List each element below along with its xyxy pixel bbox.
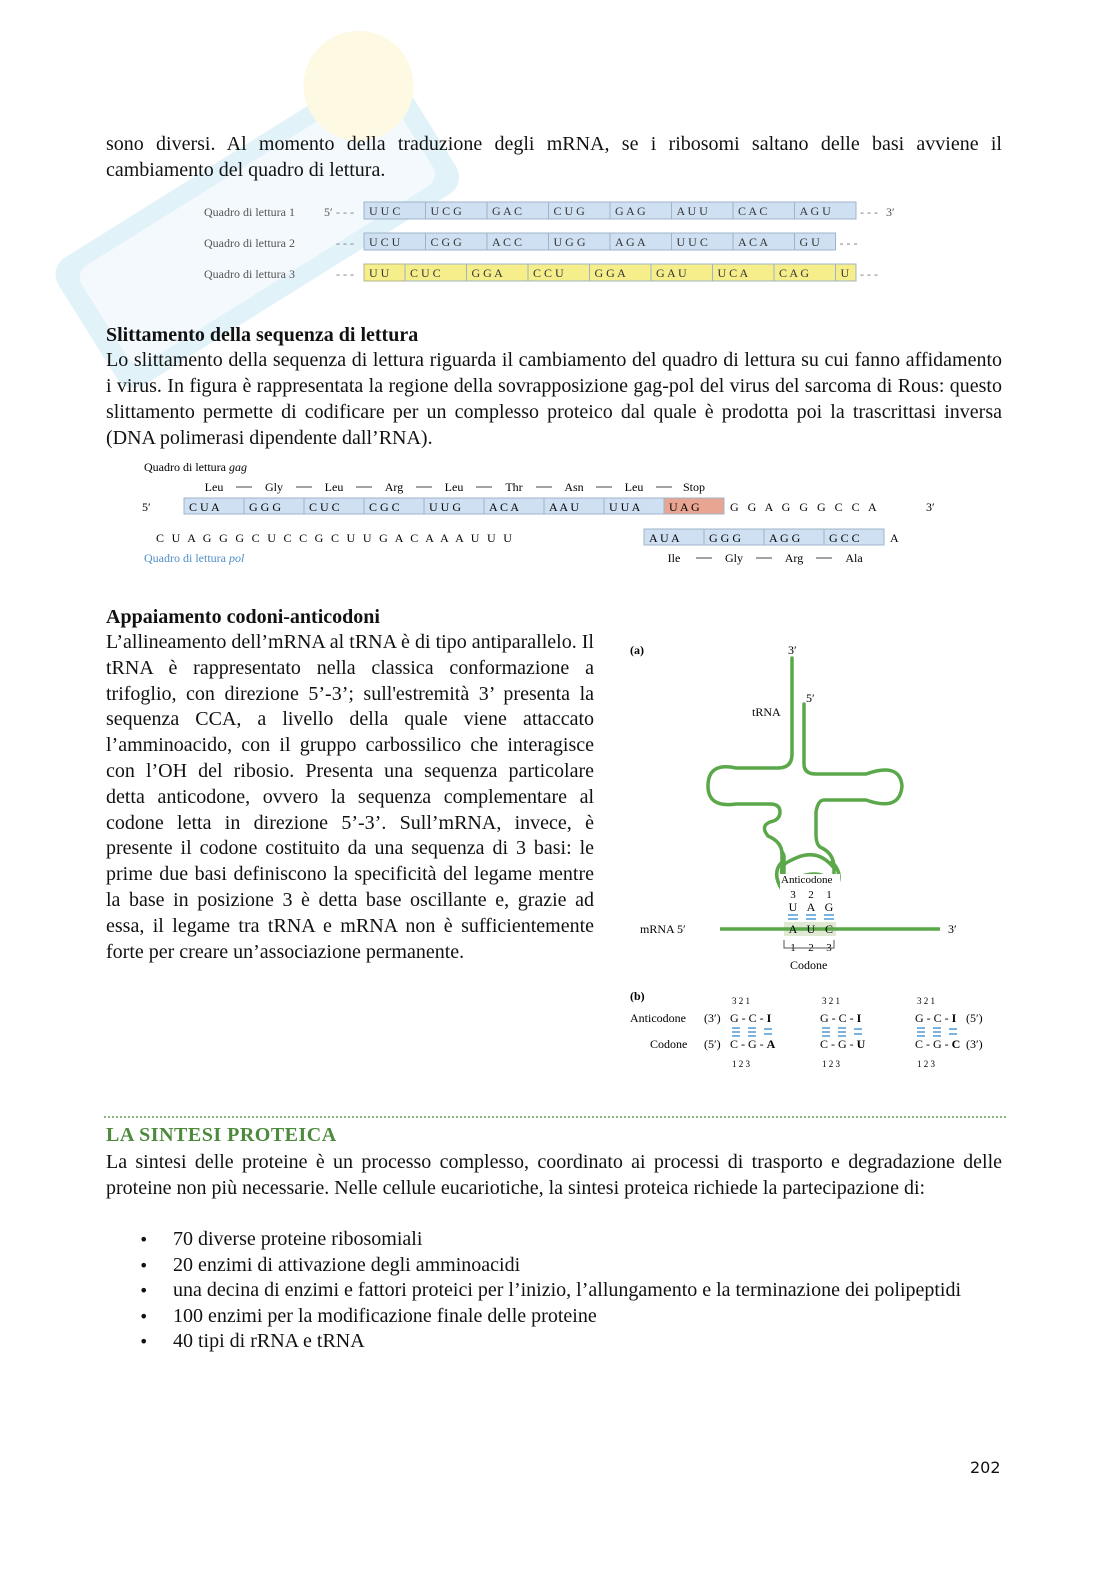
- pairing-bottom-positions: 1 2 3: [917, 1059, 935, 1069]
- codon-position: 2: [808, 942, 814, 954]
- pol-leading-sequence: C U A G G G C U C C G C U U G A C A A A U U U: [156, 531, 515, 545]
- pairing-anticodon: G - C - I: [730, 1011, 772, 1025]
- codon-text: C G C: [369, 500, 400, 514]
- codon-text: A C A: [738, 235, 769, 249]
- pairing-bottom-positions: 1 2 3: [732, 1059, 750, 1069]
- trna-figure: [620, 636, 1000, 1076]
- frameshift-paragraph: Lo slittamento della sequenza di lettura riguarda il cambiamento del quadro di lettura su cui fanno affidamento i virus. In figura è rappresentata la regione della sovrapposizione gag-pol del virus del sarcoma di Rous: questo slittamento permette di codificare per un complesso proteico dal quale è prodotta poi la trascrittasi inversa (DNA polimerasi dipendente dall’RNA).: [106, 349, 1002, 449]
- list-item: • 40 tipi di rRNA e tRNA: [106, 1329, 1002, 1355]
- codon-text: A C A: [489, 500, 520, 514]
- codon-text: U A G: [669, 500, 700, 514]
- codon-position: 1: [790, 942, 796, 954]
- codon-text: C G G: [430, 235, 462, 249]
- list-item: • 70 diverse proteine ribosomiali: [106, 1227, 1002, 1253]
- pairing-dir-anticodon-right: (5′): [966, 1011, 983, 1025]
- dash-trailer: - - -: [860, 205, 878, 219]
- anticodon-base: A: [806, 900, 816, 914]
- codon-text: G A G: [615, 204, 646, 218]
- pol-aminoacid: Ile: [667, 551, 681, 565]
- dash-leader: - - -: [336, 205, 354, 219]
- pairing-top-positions: 3 2 1: [732, 996, 750, 1006]
- codon-text: C U C: [309, 500, 340, 514]
- gag-aminoacid: Thr: [505, 480, 523, 494]
- mrna-5prime-label: mRNA 5′: [640, 922, 686, 936]
- codon-text: G U: [799, 235, 820, 249]
- list-item: • una decina di enzimi e fattori proteici per l’inizio, l’allungamento e la terminazione dei polipeptidi: [106, 1278, 1002, 1304]
- section-title: LA SINTESI PROTEICA: [106, 1124, 337, 1146]
- codon-label: Codone: [790, 958, 828, 972]
- dash-leader: - - -: [336, 267, 354, 281]
- pol-aminoacid: Arg: [784, 551, 804, 565]
- codon-text: C A G: [779, 266, 810, 280]
- codon-text: A A U: [549, 500, 580, 514]
- codon-text: A G U: [799, 204, 831, 218]
- pol-aminoacid: Gly: [725, 551, 743, 565]
- pol-aminoacid: Ala: [845, 551, 863, 565]
- panel-a-label: (a): [630, 643, 644, 657]
- codon-text: U U C: [369, 204, 401, 218]
- codon-text: C C U: [533, 266, 564, 280]
- list-item: • 20 enzimi di attivazione degli amminoacidi: [106, 1253, 1002, 1279]
- codon-text: U U C: [676, 235, 708, 249]
- anticodon-label: Anticodone: [781, 874, 833, 886]
- pairing-codon: C - G - C: [915, 1037, 961, 1051]
- pairing-top-positions: 3 2 1: [917, 996, 935, 1006]
- reading-frame-label: Quadro di lettura 1: [204, 205, 295, 219]
- codon-text: C U A: [189, 500, 220, 514]
- intro-paragraph: sono diversi. Al momento della traduzione degli mRNA, se i ribosomi saltano delle basi avviene il cambiamento del quadro di lettura.: [106, 133, 1002, 181]
- codon-text: U C U: [369, 235, 401, 249]
- pairing-dir-codon-right: (3′): [966, 1037, 983, 1051]
- frame-5prime-label: 5′: [324, 205, 333, 219]
- pairing-top-positions: 3 2 1: [822, 996, 840, 1006]
- pairing-anticodon: G - C - I: [820, 1011, 862, 1025]
- codon-text: G A U: [656, 266, 687, 280]
- codon-base: A: [788, 922, 798, 936]
- gag-5prime-label: 5′: [142, 500, 151, 514]
- codon-text: U: [840, 266, 850, 280]
- reading-frame-label: Quadro di lettura 2: [204, 236, 295, 250]
- anticodon-position: 3: [790, 889, 796, 901]
- anticodon-base: G: [824, 900, 834, 914]
- codon-text: G C C: [829, 531, 860, 545]
- codon-text: U U G: [429, 500, 461, 514]
- panel-b-label: (b): [630, 989, 645, 1003]
- gag-aminoacid: Leu: [624, 480, 644, 494]
- dash-leader: - - -: [336, 236, 354, 250]
- pairing-dir-codon-left: (5′): [704, 1037, 721, 1051]
- anticodon-position: 1: [826, 889, 832, 901]
- gag-aminoacid: Leu: [444, 480, 464, 494]
- mrna-3prime-label: 3′: [948, 922, 957, 936]
- trna-cloverleaf-shape: [708, 658, 902, 903]
- trna-3prime-label: 3′: [788, 643, 797, 657]
- codon-text: G G A: [594, 266, 626, 280]
- gag-aminoacid: Arg: [384, 480, 404, 494]
- codon-text: U C A: [717, 266, 749, 280]
- pol-frame-label: Quadro di lettura pol: [144, 551, 245, 565]
- gag-aminoacid: Stop: [682, 480, 706, 494]
- protein-synthesis-paragraph: La sintesi delle proteine è un processo complesso, coordinato ai processi di trasporto e degradazione delle proteine non più necessarie. Nelle cellule eucariotiche, la sintesi proteica richiede la partecipazione di:: [106, 1151, 1002, 1199]
- pairing-codon-label: Codone: [650, 1037, 688, 1051]
- list-item: • 100 enzimi per la modificazione finale delle proteine: [106, 1304, 1002, 1330]
- base-pair-lines: [788, 915, 834, 919]
- pairing-anticodon: G - C - I: [915, 1011, 957, 1025]
- pol-tail: A: [890, 531, 899, 545]
- codon-text: U C G: [430, 204, 462, 218]
- reading-frame-label: Quadro di lettura 3: [204, 267, 295, 281]
- trna-5prime-label: 5′: [806, 691, 815, 705]
- gag-aminoacid: Asn: [564, 480, 584, 494]
- anticodon-base: U: [788, 900, 798, 914]
- trna-label: tRNA: [752, 705, 781, 719]
- pairing-anticodon-label: Anticodone: [630, 1011, 686, 1025]
- pairing-dir-anticodon-left: (3′): [704, 1011, 721, 1025]
- codon-position: 3: [826, 942, 832, 954]
- codon-text: A U U: [676, 204, 708, 218]
- codon-text: U G G: [553, 235, 586, 249]
- gag-frame-label: Quadro di lettura gag: [144, 460, 247, 474]
- codon-text: G G G: [709, 531, 741, 545]
- codon-text: U U A: [609, 500, 641, 514]
- codon-text: A G G: [769, 531, 801, 545]
- pairing-codon: C - G - U: [820, 1037, 866, 1051]
- frameshift-heading: Slittamento della sequenza di lettura: [106, 324, 419, 346]
- codon-base: C: [824, 922, 834, 936]
- codon-text: G G G: [249, 500, 281, 514]
- reading-frames-figure: [200, 198, 920, 290]
- codon-text: A G A: [615, 235, 646, 249]
- codon-text: G A C: [492, 204, 523, 218]
- codon-anticodon-paragraph: L’allineamento dell’mRNA al tRNA è di tipo antiparallelo. Il tRNA è rappresentato nella classica conformazione a trifoglio, con direzione 5’-3’; sull'estremità 3’ presenta la sequenza CCA, a livello della quale viene attaccato l’amminoacido, con il gruppo carbossilico che interagisce con l’OH del ribosio. Presenta una sequenza particolare detta anticodone, ovvero la sequenza complementare al codone letta in direzione 5’-3’. Sull’mRNA, invece, è presente il codone costituito da una sequenza di 3 basi: le prime due basi definiscono la specificità del legame mentre la base in posizione 3 è detta base oscillante e, grazie ad essa, il legame tra tRNA e mRNA non è sufficientemente forte per creare un’associazione permanente.: [106, 631, 594, 963]
- codon-text: C U G: [553, 204, 585, 218]
- gag-aminoacid: Leu: [324, 480, 344, 494]
- gag-pol-figure: [138, 456, 958, 574]
- anticodon-position: 2: [808, 889, 814, 901]
- gag-tail-sequence: G G A G G G C C A: [730, 500, 880, 514]
- gag-aminoacid: Leu: [204, 480, 224, 494]
- dash-trailer: - - -: [860, 267, 878, 281]
- page-number: 202: [970, 1458, 1001, 1477]
- requirements-list: [106, 1227, 1002, 1355]
- dash-trailer: - - -: [839, 236, 858, 250]
- codon-text: G G A: [471, 266, 503, 280]
- codon-text: U U: [369, 266, 390, 280]
- codon-text: C A C: [738, 204, 768, 218]
- pairing-bottom-positions: 1 2 3: [822, 1059, 840, 1069]
- codon-text: A C C: [492, 235, 523, 249]
- gag-aminoacid: Gly: [265, 480, 283, 494]
- codon-text: A U A: [649, 531, 680, 545]
- pairing-codon: C - G - A: [730, 1037, 776, 1051]
- section-divider: [104, 1116, 1006, 1118]
- codon-anticodon-heading: Appaiamento codoni-anticodoni: [106, 606, 380, 628]
- frame-3prime-label: 3′: [886, 205, 895, 219]
- codon-base: U: [806, 922, 816, 936]
- codon-text: C U C: [410, 266, 441, 280]
- gag-3prime-label: 3′: [926, 500, 935, 514]
